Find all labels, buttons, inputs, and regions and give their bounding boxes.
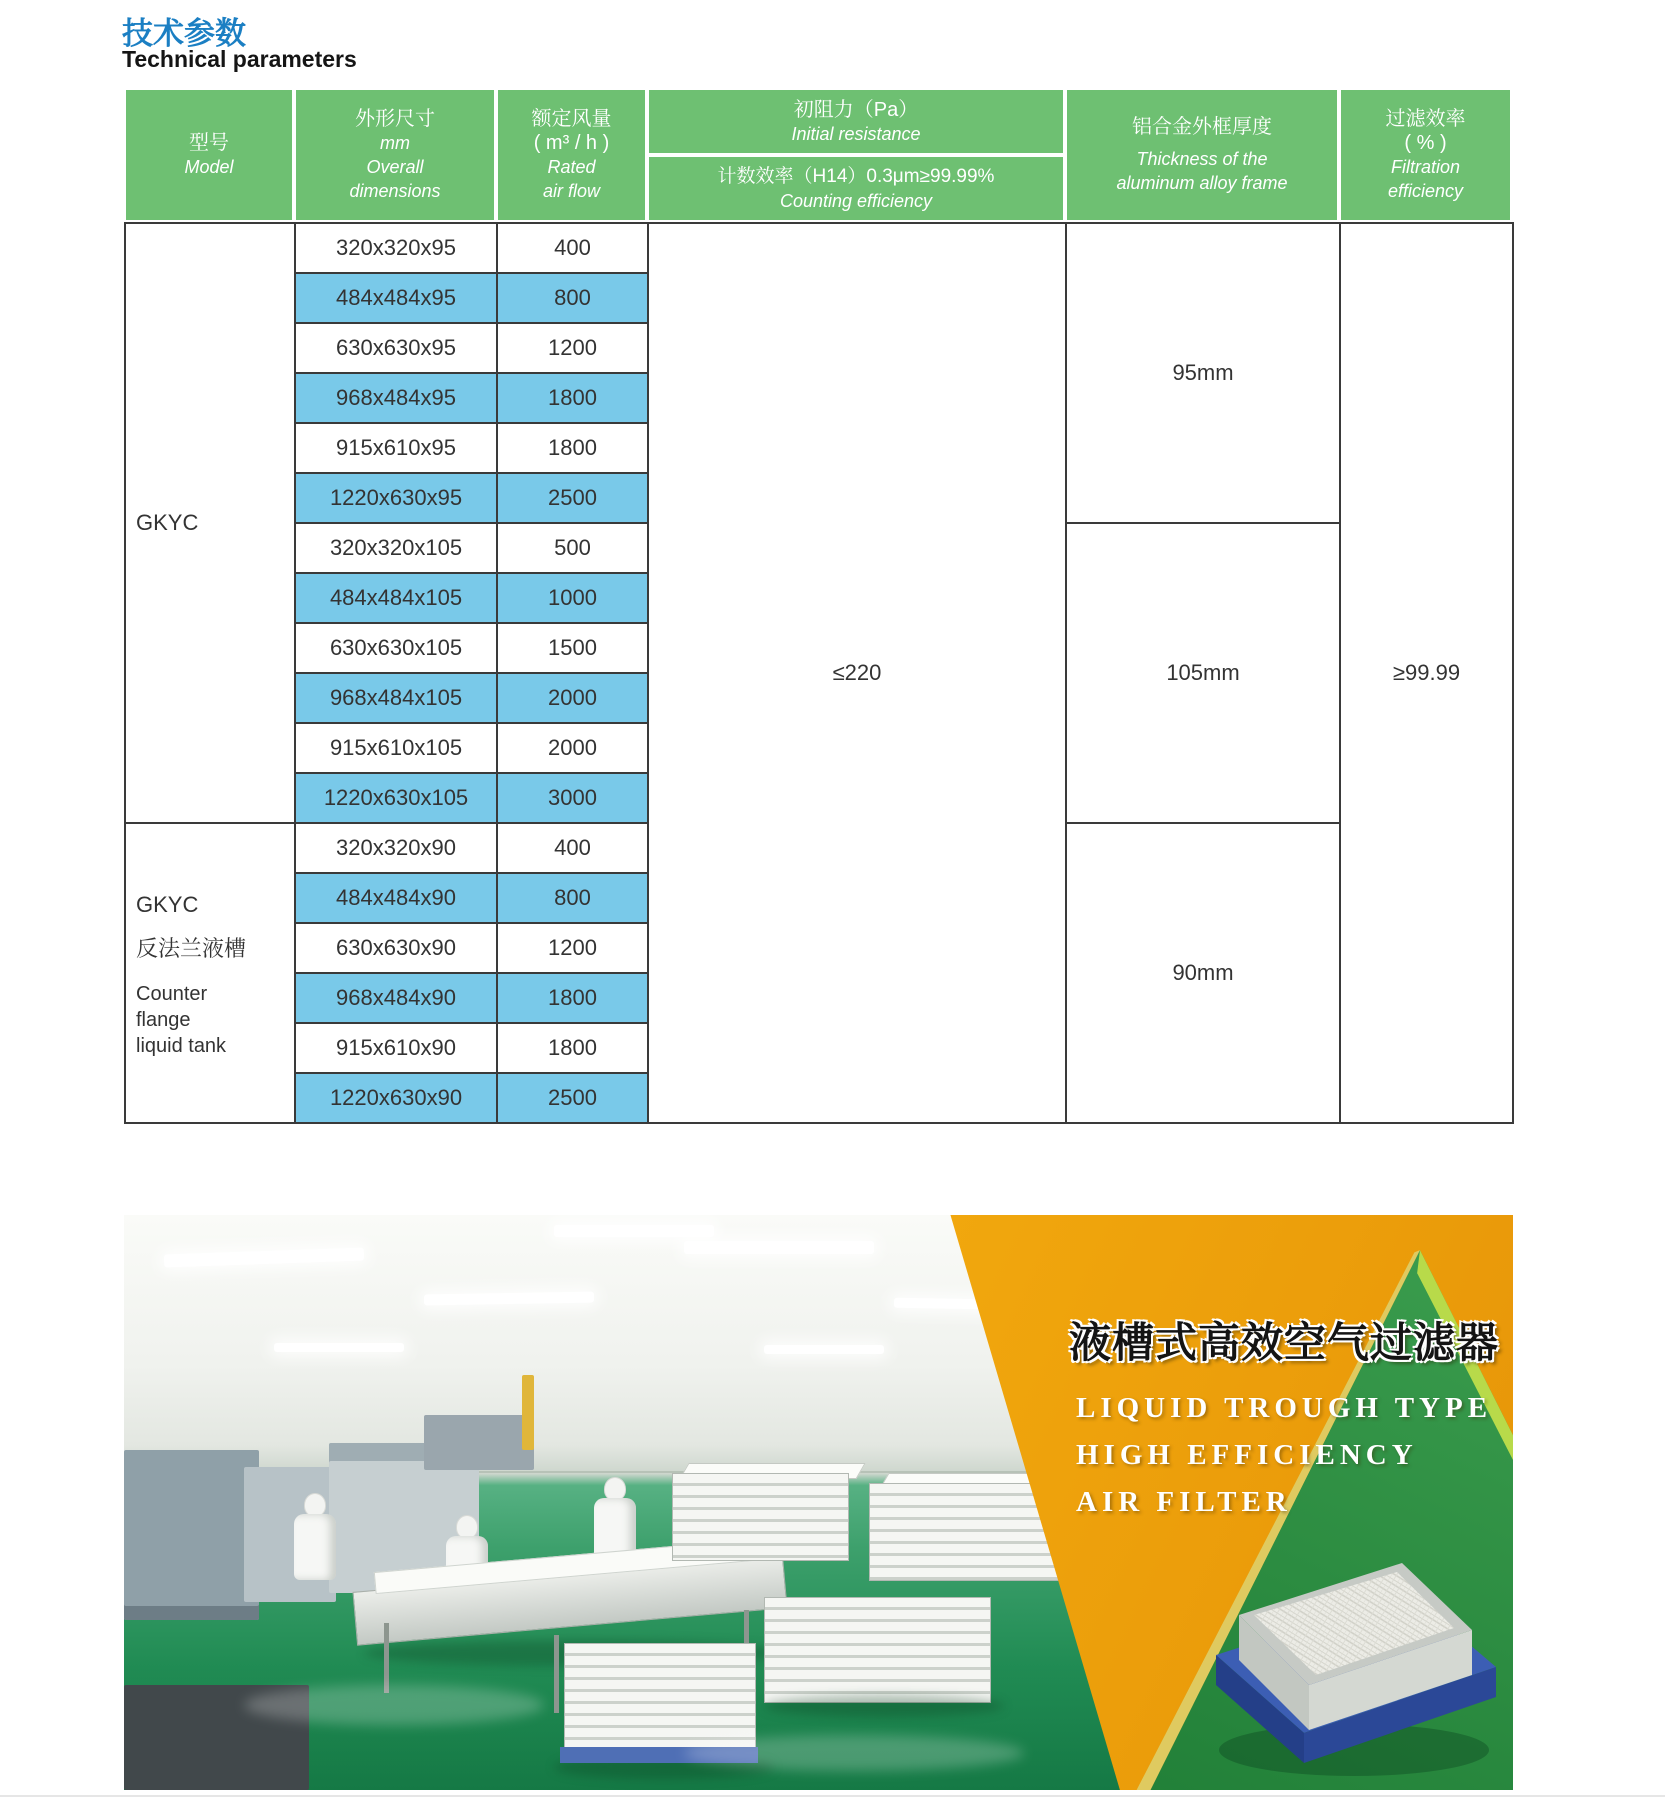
- pallet-filter-stack: [564, 1643, 756, 1749]
- dim-cell: 915x610x95: [295, 423, 497, 473]
- machine: [424, 1415, 534, 1470]
- model2-en3: liquid tank: [136, 1034, 227, 1057]
- header-thick-en1: Thickness of the: [1136, 149, 1268, 169]
- header-model: [124, 88, 294, 222]
- flow-cell: 800: [497, 873, 648, 923]
- ceiling-light: [684, 1241, 874, 1254]
- model2-en1: Counter: [136, 982, 208, 1005]
- table-row: [125, 223, 1513, 273]
- page-bottom-rule: [0, 1795, 1665, 1797]
- banner-line3: AIR FILTER: [1076, 1486, 1292, 1518]
- flow-cell: 3000: [497, 773, 648, 823]
- flow-cell: 2500: [497, 1073, 648, 1123]
- header-dims-en1: Overall: [366, 157, 424, 177]
- header-dims-en2: dimensions: [349, 181, 441, 201]
- dim-cell: 484x484x90: [295, 873, 497, 923]
- banner-line2: HIGH EFFICIENCY: [1076, 1439, 1418, 1471]
- flow-cell: 500: [497, 523, 648, 573]
- flow-cell: 1800: [497, 373, 648, 423]
- header-resist-en: Initial resistance: [791, 123, 921, 144]
- header-thickness: [1065, 88, 1339, 222]
- model2-zh: 反法兰液槽: [136, 935, 247, 961]
- header-filtration: [1339, 88, 1512, 222]
- dim-cell: 968x484x95: [295, 373, 497, 423]
- flow-cell: 1800: [497, 1023, 648, 1073]
- table-leg: [384, 1623, 389, 1693]
- header-airflow: [496, 88, 647, 222]
- header-filt-unit: ( % ): [1404, 132, 1447, 154]
- dim-cell: 630x630x95: [295, 323, 497, 373]
- banner-headline: 液槽式高效空气过滤器: [1069, 1319, 1500, 1366]
- dim-cell: 320x320x90: [295, 823, 497, 873]
- floor-reflection: [244, 1685, 544, 1725]
- thickness-90-value: 90mm: [1066, 823, 1340, 1123]
- header-thick-en2: aluminum alloy frame: [1116, 173, 1288, 193]
- table-header: [124, 88, 1512, 222]
- table-leg: [554, 1635, 559, 1713]
- filter-stack: [672, 1473, 849, 1561]
- header-resistance-group: [647, 88, 1065, 222]
- flow-cell: 400: [497, 823, 648, 873]
- header-flow-en2: air flow: [542, 181, 600, 201]
- worker-body: [294, 1514, 336, 1580]
- header-counting-efficiency: [647, 155, 1065, 222]
- flow-cell: 2500: [497, 473, 648, 523]
- flow-cell: 400: [497, 223, 648, 273]
- dim-cell: 968x484x90: [295, 973, 497, 1023]
- machine-mast: [522, 1375, 534, 1450]
- header-dims-zh: 外形尺寸: [355, 108, 435, 130]
- ceiling-light: [764, 1345, 884, 1354]
- flow-cell: 2000: [497, 673, 648, 723]
- banner-english-lines: [1076, 1385, 1492, 1526]
- initial-resistance-value: ≤220: [648, 223, 1066, 1123]
- header-resist-zh: 初阻力（Pa）: [793, 98, 919, 121]
- parameters-table: [124, 222, 1514, 1124]
- worker-figure: [294, 1493, 336, 1580]
- floor-reflection: [684, 1735, 1024, 1771]
- page-subtitle: Technical parameters: [122, 46, 357, 72]
- dim-cell: 1220x630x90: [295, 1073, 497, 1123]
- flow-cell: 1000: [497, 573, 648, 623]
- header-filt-zh: 过滤效率: [1385, 108, 1466, 130]
- ceiling-light: [424, 1292, 594, 1306]
- header-flow-en1: Rated: [547, 157, 596, 177]
- header-model-en: Model: [184, 157, 234, 177]
- header-filt-en1: Filtration: [1390, 157, 1461, 177]
- header-dimensions: [294, 88, 496, 222]
- dim-cell: 915x610x90: [295, 1023, 497, 1073]
- flow-cell: 1200: [497, 323, 648, 373]
- dim-cell: 915x610x105: [295, 723, 497, 773]
- machine: [124, 1450, 259, 1620]
- ceiling-light: [554, 1225, 714, 1237]
- header-flow-unit: ( m³ / h ): [533, 132, 610, 154]
- thickness-95-value: 95mm: [1066, 223, 1340, 523]
- header-flow-zh: 额定风量: [531, 108, 612, 130]
- header-filt-en2: efficiency: [1387, 181, 1464, 201]
- dim-cell: 968x484x105: [295, 673, 497, 723]
- header-dims-unit: mm: [380, 133, 410, 153]
- air-filter-product-image: [1204, 1535, 1504, 1785]
- filtration-value: ≥99.99: [1340, 223, 1513, 1123]
- model-cell-gkyc-counter-flange: [125, 823, 295, 1123]
- model2-code: GKYC: [136, 891, 199, 917]
- header-count-zh: 计数效率（H14）0.3μm≥99.99%: [717, 165, 995, 187]
- dim-cell: 630x630x105: [295, 623, 497, 673]
- dim-cell: 320x320x105: [295, 523, 497, 573]
- filter-stack: [764, 1597, 991, 1703]
- header-initial-resistance: [647, 88, 1065, 155]
- dim-cell: 484x484x95: [295, 273, 497, 323]
- flow-cell: 1200: [497, 923, 648, 973]
- model-cell-gkyc: GKYC: [125, 223, 295, 823]
- header-model-zh: 型号: [189, 132, 229, 154]
- flow-cell: 800: [497, 273, 648, 323]
- flow-cell: 1500: [497, 623, 648, 673]
- flow-cell: 1800: [497, 973, 648, 1023]
- page-title: 技术参数: [122, 16, 246, 51]
- flow-cell: 1800: [497, 423, 648, 473]
- ceiling-light: [164, 1248, 364, 1268]
- header-count-en: Counting efficiency: [779, 190, 933, 211]
- ceiling-light: [274, 1343, 404, 1352]
- dim-cell: 630x630x90: [295, 923, 497, 973]
- model2-en2: flange: [136, 1008, 191, 1031]
- dim-cell: 1220x630x95: [295, 473, 497, 523]
- factory-photo: [124, 1215, 1513, 1790]
- thickness-105-value: 105mm: [1066, 523, 1340, 823]
- banner-line1: LIQUID TROUGH TYPE: [1076, 1392, 1493, 1424]
- dim-cell: 320x320x95: [295, 223, 497, 273]
- header-thick-zh: 铝合金外框厚度: [1132, 116, 1272, 138]
- dim-cell: 484x484x105: [295, 573, 497, 623]
- dim-cell: 1220x630x105: [295, 773, 497, 823]
- flow-cell: 2000: [497, 723, 648, 773]
- stack-shadow: [764, 1695, 1004, 1717]
